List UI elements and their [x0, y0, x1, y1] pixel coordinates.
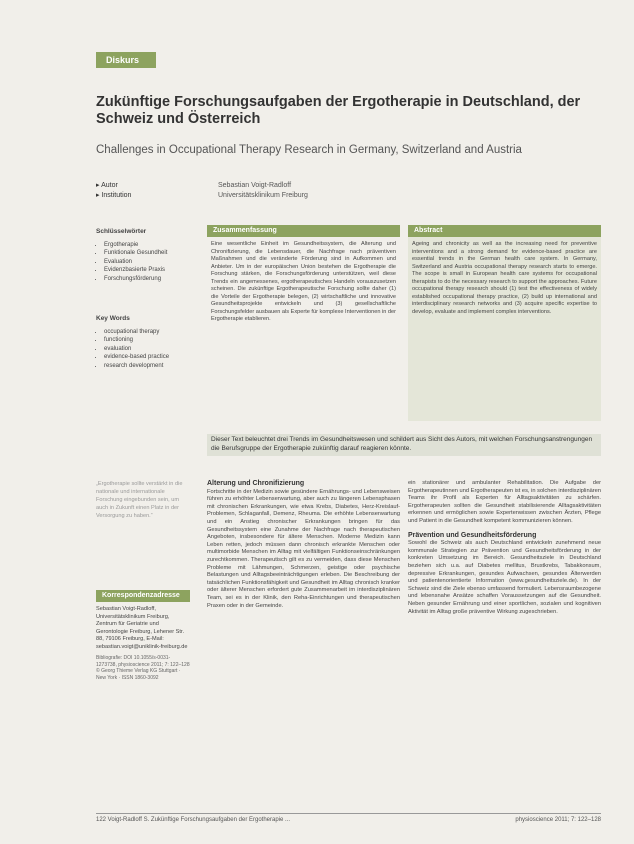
- summary-text: Eine wesentliche Einheit im Gesundheitssystem, die Alterung und Chronifizierung, die Lebensdauer, die Nachfrage nach präventiven Maßnahmen und die veränderte Förderung sind in Aufkommen und Anbieter. Um in der europäischen Union bestehen die Ergotherapie die Forschung stärken, die Forschungsförderung unterstützen, weil diese Trends ein angemessenes, ergotherapeutisches Handeln vorauszusetzen scheinen. Die zukünftige Ergotherapeutische Forschung sollte daher (1) die Vorteile der Ergotherapie belegen, (2) wirtschaftliche und innovative Gesundheitsprojekte entwickeln und (3) gesellschaftliche Forschungsfelder ausbauen als Experte für komplexe Interventionen in der Ergotherapie etablieren.: [211, 241, 397, 322]
- footer-left: 122 Voigt-Radloff S. Zukünftige Forschungsaufgaben der Ergotherapie ...: [96, 817, 291, 823]
- abstract-box: [408, 225, 601, 421]
- column-right: [408, 480, 601, 616]
- keyword-en: • research development: [104, 362, 190, 371]
- article-meta: [96, 181, 496, 203]
- article-title: Zukünftige Forschungsaufgaben der Ergotherapie in Deutschland, der Schweiz und Österreich: [96, 94, 581, 127]
- correspondence-heading: Korrespondenzadresse: [96, 590, 190, 602]
- keyword-de: • Funktionale Gesundheit: [104, 249, 190, 258]
- author-value: Sebastian Voigt-Radloff: [218, 182, 292, 189]
- section-body: Fortschritte in der Medizin sowie gesündere Ernährungs- und Lebensweisen führen zu erhöhter Lebenserwartung, aber auch zu längeren Lebensphasen mit chronischen Erkrankungen, wie etwa Krebs, Diabetes, Herz-Kreislauf-Problemen, Schlaganfall, Demenz, Rheuma. Die erhöhte Lebenserwartung und ein Anstieg chronischer Erkrankungen bringen für das Gesundheitssystem eine Zunahme der Nachfrage nach therapeutischen Angeboten, insbesondere für ältere Menschen. Moderne Medizin kann Leben retten, jedoch müssen dann chronisch erkrankte Menschen oder multimorbide Menschen im Alltag mit vielfältigen Funktionseinschränkungen zurechtkommen. Therapeutisch gilt es zu vermeiden, dass diese Menschen Probleme mit Lähmungen, Schmerzen, geistige oder psychische Belastungen und Alltagsbeeinträchtigungen erleben. Die Beschreibung der tatsächlichen Funktionsfähigkeit und Gesundheit im Alltag chronisch kranker oder älterer Menschen erfordert gute Zusammenarbeit im interdisziplinären Team, sei es in der Klinik, den Reha-Einrichtungen und therapeutischen Praxen oder in der Gemeinde.: [207, 488, 400, 609]
- section-heading: Alterung und Chronifizierung: [207, 480, 305, 487]
- keyword-de: • Forschungsförderung: [104, 275, 190, 284]
- abstract-text: Ageing and chronicity as well as the increasing need for preventive interventions and a strong demand for evidence-based practice are essential trends in the German health care system. In Germany, Switzerland and Austria occupational therapy research starts to emerge. The scope is small in European health care systems for occupational therapists to do the necessary research to support the approaches. Future occupational therapy research should (1) test the effectiveness of widely established occupational therapy practice, (2) build up international and interdisciplinary research networks and (3) acquire specific expertise to develop, evaluate and implement complex interventions.: [412, 241, 597, 315]
- footer-right: physioscience 2011; 7: 122–128: [515, 817, 601, 823]
- section-heading: Prävention und Gesundheitsförderung: [408, 531, 537, 539]
- bibliography-text: Bibliografie: DOI 10.1055/s-0031-1273738, physioscience 2011; 7: 122–128 © Georg Thieme Verlag KG Stuttgart · New York · ISSN 1860-3092: [96, 655, 190, 681]
- intro-text: Dieser Text beleuchtet drei Trends im Gesundheitswesen und schildert aus Sicht des Autors, mit welchen Forschungsanstrengungen die Berufsgruppe der Ergotherapie zukünftig darauf reagieren könnte.: [207, 434, 601, 456]
- section-tag: Diskurs: [96, 52, 156, 68]
- institution-label: ▸ Institution: [96, 192, 132, 199]
- author-label: ▸ Autor: [96, 182, 118, 189]
- summary-box: [207, 225, 400, 324]
- page-footer: [96, 813, 601, 823]
- institution-value: Universitätsklinikum Freiburg: [218, 192, 308, 199]
- keyword-de: • Evidenzbasierte Praxis: [104, 266, 190, 275]
- keyword-de: • Ergotherapie: [104, 241, 190, 250]
- section-body: Sowohl die Schweiz als auch Deutschland entwickeln zunehmend neue kommunale Strategien zur Prävention und Gesundheitsförderung in der konkreten Umsetzung im Bereich. Gesundheitsziele in Deutschland beziehen sich u.a. auf Diabetes mellitus, Brustkrebs, Tabakkonsum, depressive Erkrankungen, gesundes Aufwachsen, gesundes Älterwerden und patientenorientierte Information (www.gesundheitsziele.de). In der Schweiz sind die Ziele ebenso umfassend formuliert. Lebensraumbezogene und lebensnahe Ansätze schaffen Voraussetzungen auf die Gesundheit. Neben gesunder Ernährung und einer sportlichen, sozialen und kognitiven Aktivität im Alltag große präventive Wirkung zugeschrieben.: [408, 540, 601, 615]
- correspondence-text: Sebastian Voigt-Radloff, Universitätsklinikum Freiburg, Zentrum für Geriatrie und Gerontologie Freiburg, Lehener Str. 88, 79106 Freiburg, E-Mail: sebastian.voigt@uniklinik-freiburg.de: [96, 606, 188, 650]
- keyword-en: • occupational therapy: [104, 328, 190, 337]
- correspondence-box: [96, 590, 190, 681]
- summary-heading: Zusammenfassung: [207, 225, 400, 237]
- keywords-de: [96, 228, 190, 284]
- keywords-de-heading: Schlüsselwörter: [96, 228, 147, 235]
- section-body: ein stationärer und ambulanter Rehabilitation. Die Aufgabe der Ergotherapeutinnen und Ergotherapeuten ist es, in solchen interdisziplinären Teams ihr Profil als Experten für Alltagsaktivitäten zu schärfen. Ergotherapeuten sollten die Gesundheit stabilisierende Alltagsaktivitäten erkennen und ermöglichen sowie Expertenwissen zwischen Ärzten, Pflege und Patient in die Gesundheit kompetent kommunizieren können.: [408, 480, 601, 524]
- keywords-en: [96, 315, 190, 371]
- keywords-en-heading: Key Words: [96, 315, 130, 322]
- keyword-de: • Evaluation: [104, 258, 190, 267]
- pull-quote: „Ergotherapie sollte verstärkt in die nationale und internationale Forschung eingebunden sein, um auch in Zukunft einen Platz in der Versorgung zu haben.“: [96, 481, 183, 519]
- keyword-en: • evidence-based practice: [104, 353, 190, 362]
- abstract-heading: Abstract: [408, 225, 601, 237]
- keyword-en: • functioning: [104, 336, 190, 345]
- article-subtitle: Challenges in Occupational Therapy Research in Germany, Switzerland and Austria: [96, 144, 522, 156]
- column-left: [207, 480, 400, 610]
- keyword-en: • evaluation: [104, 345, 190, 354]
